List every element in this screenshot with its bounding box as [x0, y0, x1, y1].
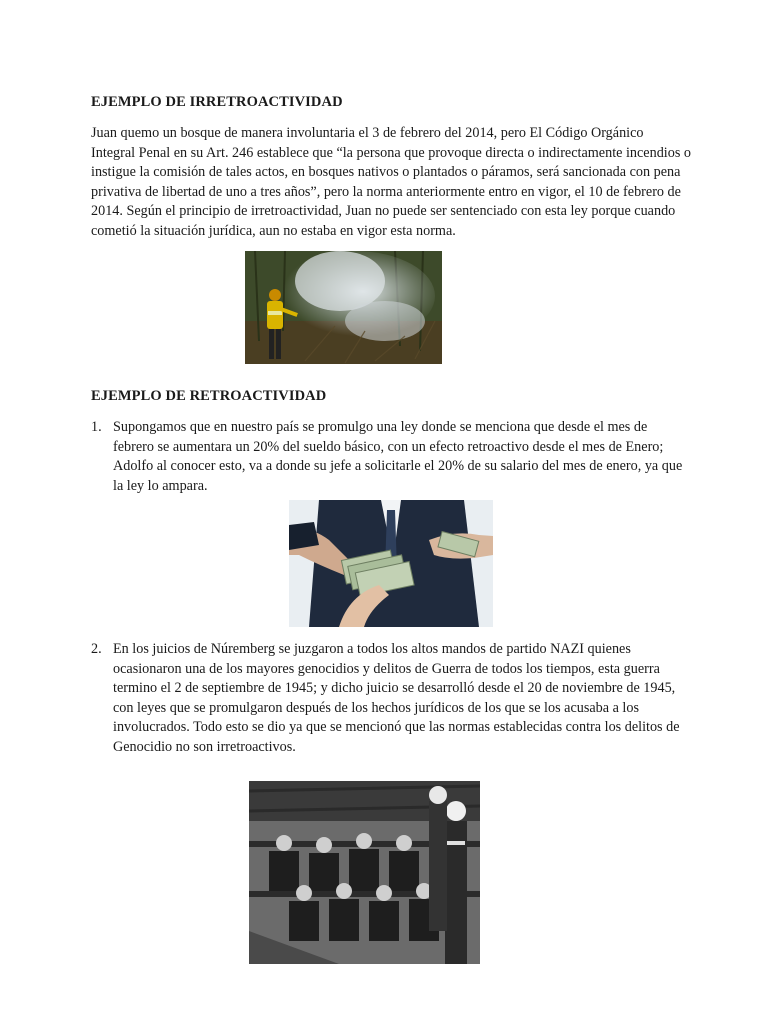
paragraph-irretroactividad: Juan quemo un bosque de manera involuntaria el 3 de febrero del 2014, pero El Código Orgánico Integral Penal en su Art. 246 establece que “la persona que provoque directa o indirectamente incendios o instigue la comisión de tales actos, en bosques nativos o plantados o páramos, será sancionada con pena privativa de libertad de uno a tres años”, pero la norma anteriormente entro en vigor, el 10 de febrero de 2014. Según el principio de irretroactividad, Juan no puede ser sentenciado con esta ley porque cuando cometió la situación jurídica, aun no estaba en vigor esta norma.	[91, 125, 691, 239]
list-item-text: Supongamos que en nuestro país se promulgo una ley donde se menciona que desde el mes de febrero se aumentara un 20% del sueldo básico, con un efecto retroactivo desde el mes de Enero; Adolfo al conocer esto, va a donde su jefe a solicitarle el 20% de su salario del mes de enero, ya que la ley lo ampara.	[113, 419, 683, 494]
heading-retroactividad: EJEMPLO DE RETROACTIVIDAD	[91, 388, 327, 404]
heading-irretroactividad: EJEMPLO DE IRRETROACTIVIDAD	[91, 94, 343, 110]
list-item-number: 2.	[91, 641, 102, 657]
list-item	[91, 640, 691, 760]
forest-fire-photo	[245, 251, 442, 364]
list-item-text: En los juicios de Núremberg se juzgaron a todos los altos mandos de partido NAZI quienes ocasionaron una de los mayores genocidios y delitos de Guerra de todos los tiempos, esta guerra termino el 2 de septiembre de 1945; y dicho juicio se desarrolló desde el 20 de noviembre de 1945, con leyes que se promulgaron después de los hechos jurídicos de los que se los acusaba a los involucrados. Todo esto se dio ya que se mencionó que las normas establecidas contra los delitos de Genocidio no son irretroactivos.	[113, 641, 680, 755]
nuremberg-trials-photo	[249, 781, 480, 964]
list-item	[91, 418, 691, 498]
list-item-number: 1.	[91, 419, 102, 435]
money-exchange-photo	[289, 500, 493, 627]
